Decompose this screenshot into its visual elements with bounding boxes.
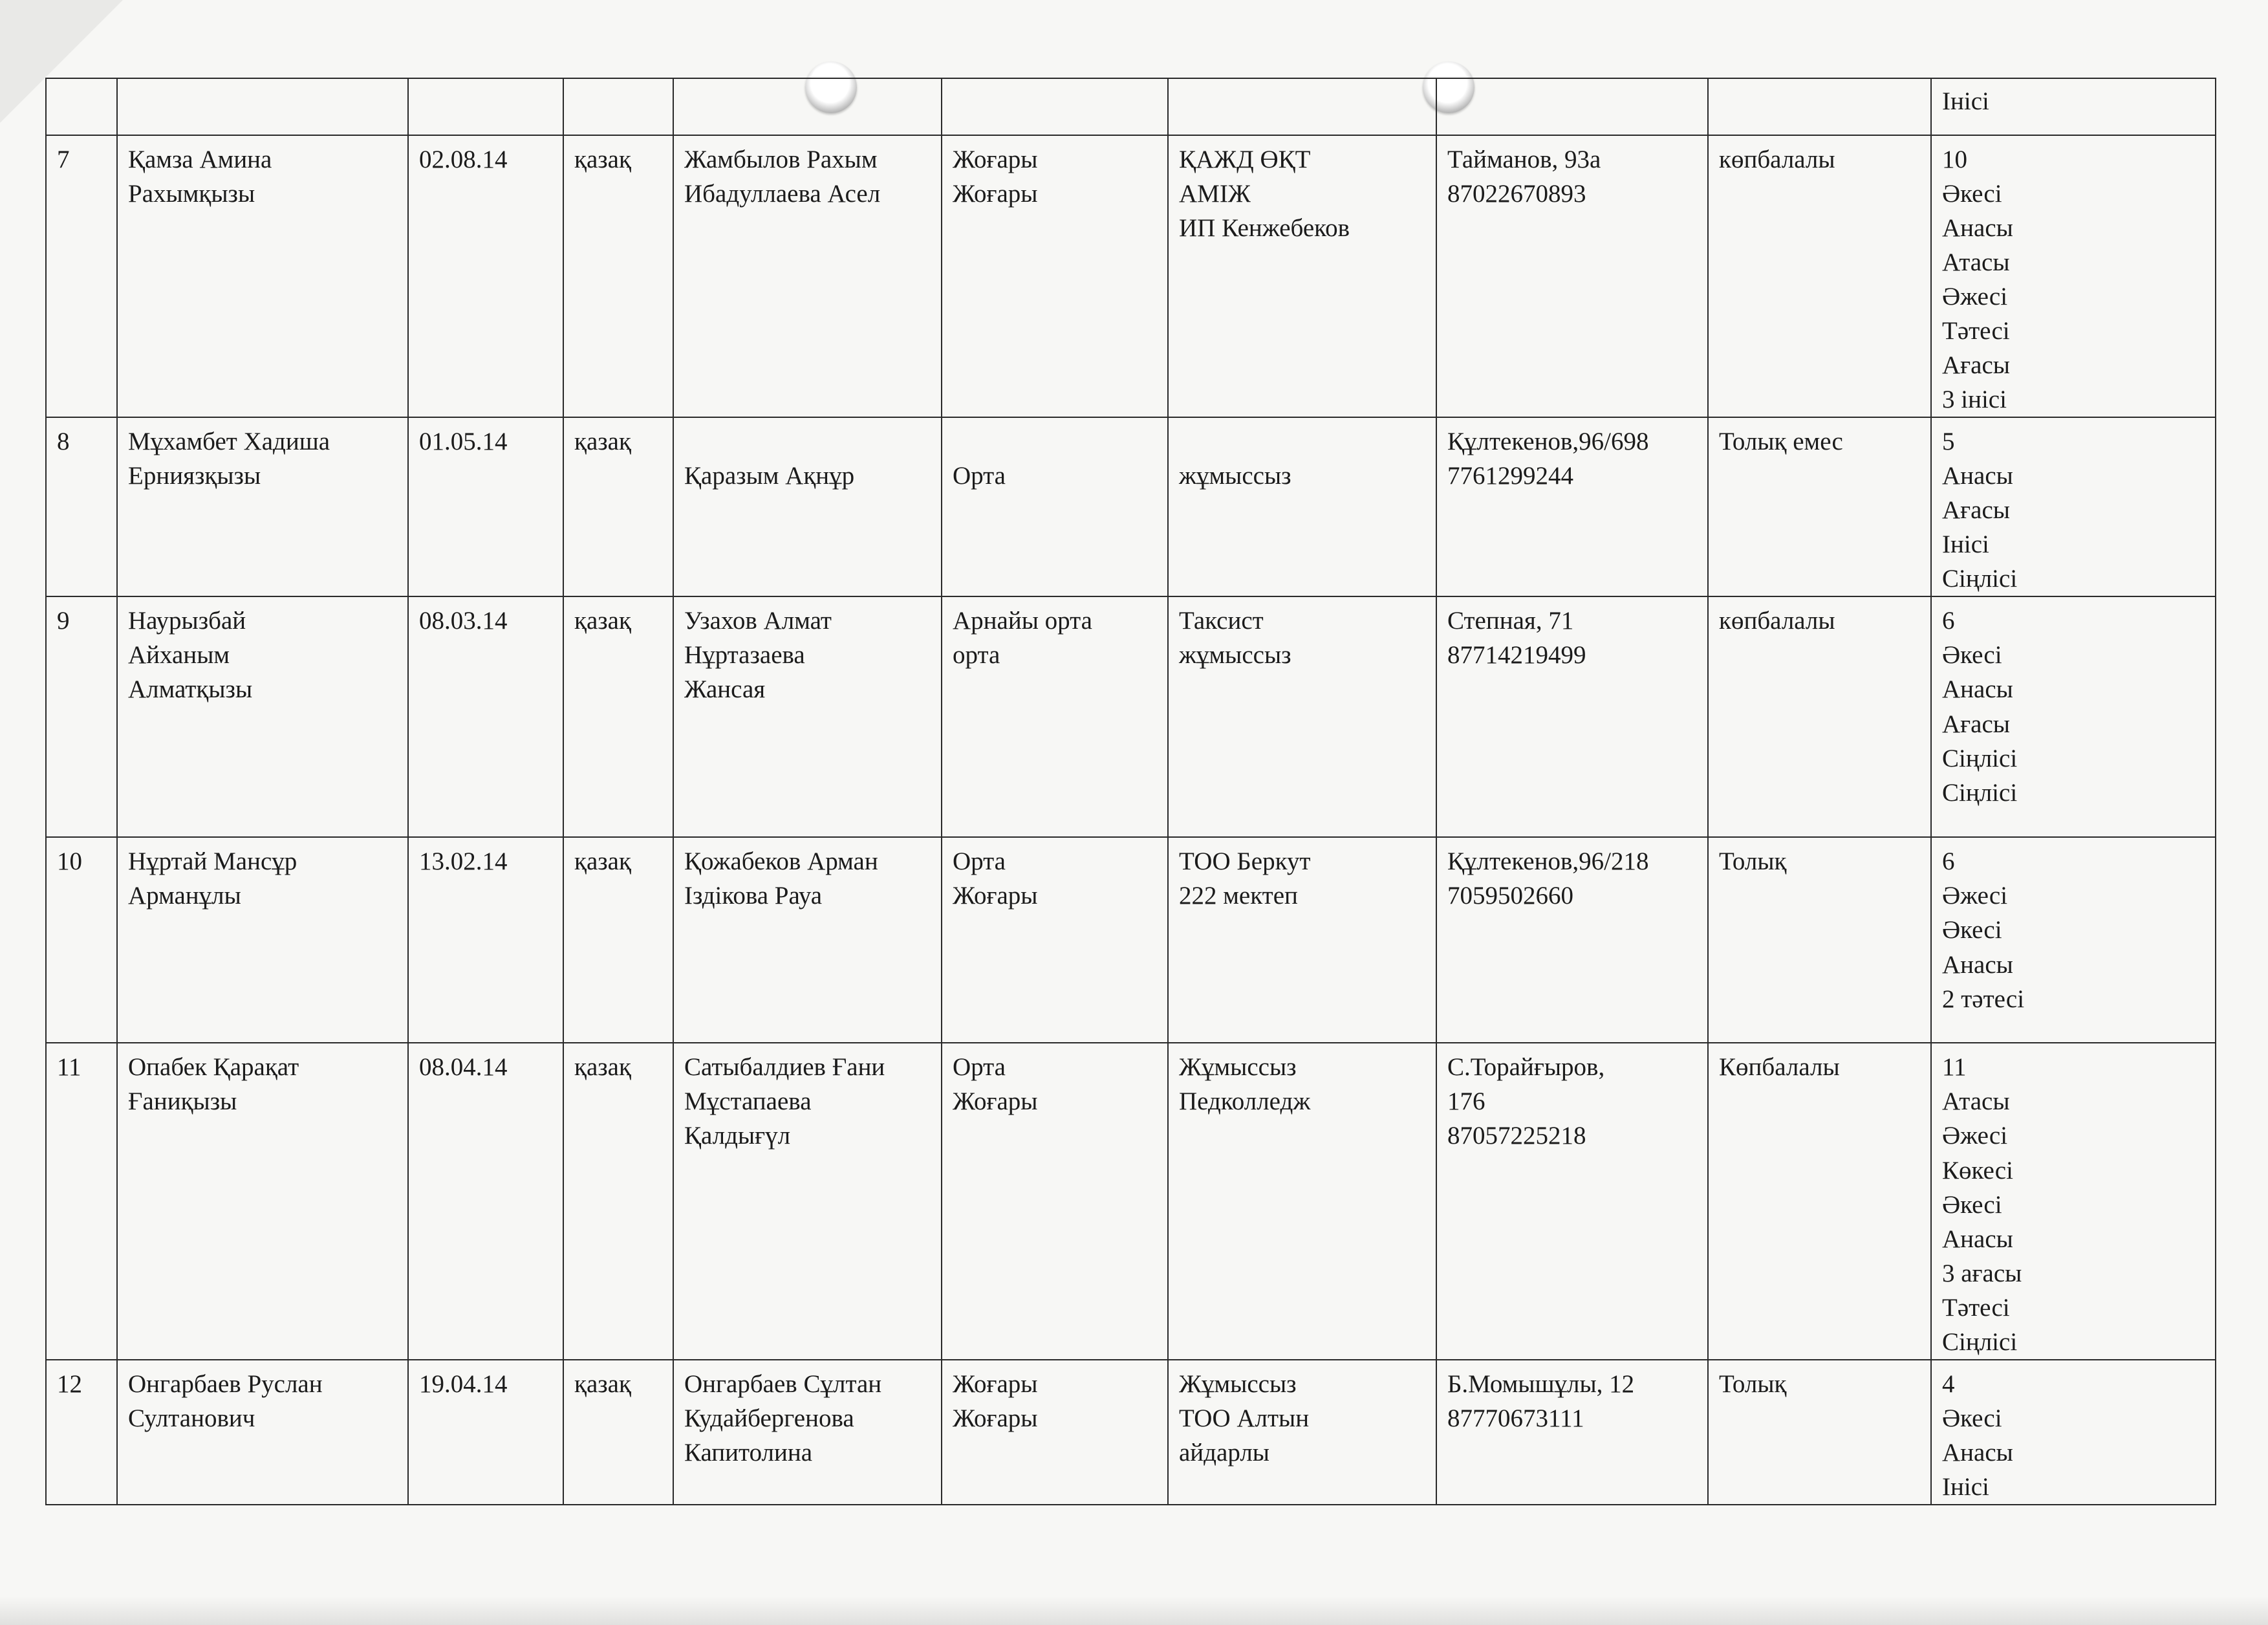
parents-work: Таксист жұмыссыз	[1168, 596, 1436, 837]
header-cell-4	[563, 78, 673, 135]
family-members: 11 Атасы Әжесі Көкесі Әкесі Анасы 3 ағасы Тәтесі Сіңлісі	[1931, 1043, 2216, 1359]
birth-date: 02.08.14	[408, 135, 563, 417]
address-phone: Тайманов, 93а 87022670893	[1436, 135, 1708, 417]
address-phone: Б.Момышұлы, 12 87770673111	[1436, 1360, 1708, 1505]
family-members: 6 Әкесі Анасы Ағасы Сіңлісі Сіңлісі	[1931, 596, 2216, 837]
child-name: Нұртай Мансұр Арманұлы	[117, 837, 408, 1043]
family-status: көпбалалы	[1708, 135, 1931, 417]
parents-education: Арнайы орта орта	[942, 596, 1168, 837]
nationality: қазақ	[563, 417, 673, 596]
child-name: Қамза Амина Рахымқызы	[117, 135, 408, 417]
scan-bottom-shadow	[0, 1597, 2268, 1625]
family-status: көпбалалы	[1708, 596, 1931, 837]
parents-education: Орта Жоғары	[942, 1043, 1168, 1359]
birth-date: 08.04.14	[408, 1043, 563, 1359]
table-row	[46, 417, 2216, 596]
family-status: Көпбалалы	[1708, 1043, 1931, 1359]
birth-date: 08.03.14	[408, 596, 563, 837]
nationality: қазақ	[563, 596, 673, 837]
birth-date: 13.02.14	[408, 837, 563, 1043]
header-cell-9	[1708, 78, 1931, 135]
child-name: Мұхамбет Хадиша Ерниязқызы	[117, 417, 408, 596]
parents-work: ҚАЖД ӨҚТ АМІЖ ИП Кенжебеков	[1168, 135, 1436, 417]
parents-names: Онгарбаев Сұлтан Кудайбергенова Капитолина	[673, 1360, 942, 1505]
family-status: Толық	[1708, 1360, 1931, 1505]
nationality: қазақ	[563, 135, 673, 417]
parents-education: Орта	[942, 417, 1168, 596]
parents-work: Жұмыссыз ТОО Алтын айдарлы	[1168, 1360, 1436, 1505]
table-row	[46, 596, 2216, 837]
row-number: 8	[46, 417, 117, 596]
header-cell-8	[1436, 78, 1708, 135]
parents-names: Сатыбалдиев Ғани Мұстапаева Қалдығүл	[673, 1043, 942, 1359]
parents-education: Жоғары Жоғары	[942, 135, 1168, 417]
table-row	[46, 135, 2216, 417]
header-cell-6	[942, 78, 1168, 135]
family-status: Толық емес	[1708, 417, 1931, 596]
parents-education: Орта Жоғары	[942, 837, 1168, 1043]
header-continuation-row	[46, 78, 2216, 135]
address-phone: Құлтекенов,96/218 7059502660	[1436, 837, 1708, 1043]
address-phone: Степная, 71 87714219499	[1436, 596, 1708, 837]
children-info-table	[45, 78, 2216, 1505]
parents-names: Узахов Алмат Нұртазаева Жансая	[673, 596, 942, 837]
parents-names: Жамбылов Рахым Ибадуллаева Асел	[673, 135, 942, 417]
child-name: Опабек Қарақат Ғаниқызы	[117, 1043, 408, 1359]
header-cell-7	[1168, 78, 1436, 135]
birth-date: 19.04.14	[408, 1360, 563, 1505]
family-status: Толық	[1708, 837, 1931, 1043]
child-name: Онгарбаев Руслан Султанович	[117, 1360, 408, 1505]
family-members: 5 Анасы Ағасы Інісі Сіңлісі	[1931, 417, 2216, 596]
table-row	[46, 1360, 2216, 1505]
parents-work: Жұмыссыз Педколледж	[1168, 1043, 1436, 1359]
nationality: қазақ	[563, 1043, 673, 1359]
address-phone: Құлтекенов,96/698 7761299244	[1436, 417, 1708, 596]
child-name: Наурызбай Айханым Алматқызы	[117, 596, 408, 837]
header-cell-10: Інісі	[1931, 78, 2216, 135]
birth-date: 01.05.14	[408, 417, 563, 596]
row-number: 7	[46, 135, 117, 417]
row-number: 12	[46, 1360, 117, 1505]
parents-education: Жоғары Жоғары	[942, 1360, 1168, 1505]
family-members: 4 Әкесі Анасы Інісі	[1931, 1360, 2216, 1505]
parents-work: ТОО Беркут 222 мектеп	[1168, 837, 1436, 1043]
row-number: 11	[46, 1043, 117, 1359]
nationality: қазақ	[563, 1360, 673, 1505]
header-cell-5	[673, 78, 942, 135]
row-number: 10	[46, 837, 117, 1043]
header-cell-1	[46, 78, 117, 135]
header-cell-2	[117, 78, 408, 135]
nationality: қазақ	[563, 837, 673, 1043]
address-phone: С.Торайғыров, 176 87057225218	[1436, 1043, 1708, 1359]
header-cell-3	[408, 78, 563, 135]
parents-names: Қожабеков Арман Іздікова Рауа	[673, 837, 942, 1043]
family-members: 10 Әкесі Анасы Атасы Әжесі Тәтесі Ағасы 3 інісі	[1931, 135, 2216, 417]
table-row	[46, 1043, 2216, 1359]
family-members: 6 Әжесі Әкесі Анасы 2 тәтесі	[1931, 837, 2216, 1043]
table-row	[46, 837, 2216, 1043]
parents-work: жұмыссыз	[1168, 417, 1436, 596]
row-number: 9	[46, 596, 117, 837]
parents-names: Қаразым Ақнұр	[673, 417, 942, 596]
